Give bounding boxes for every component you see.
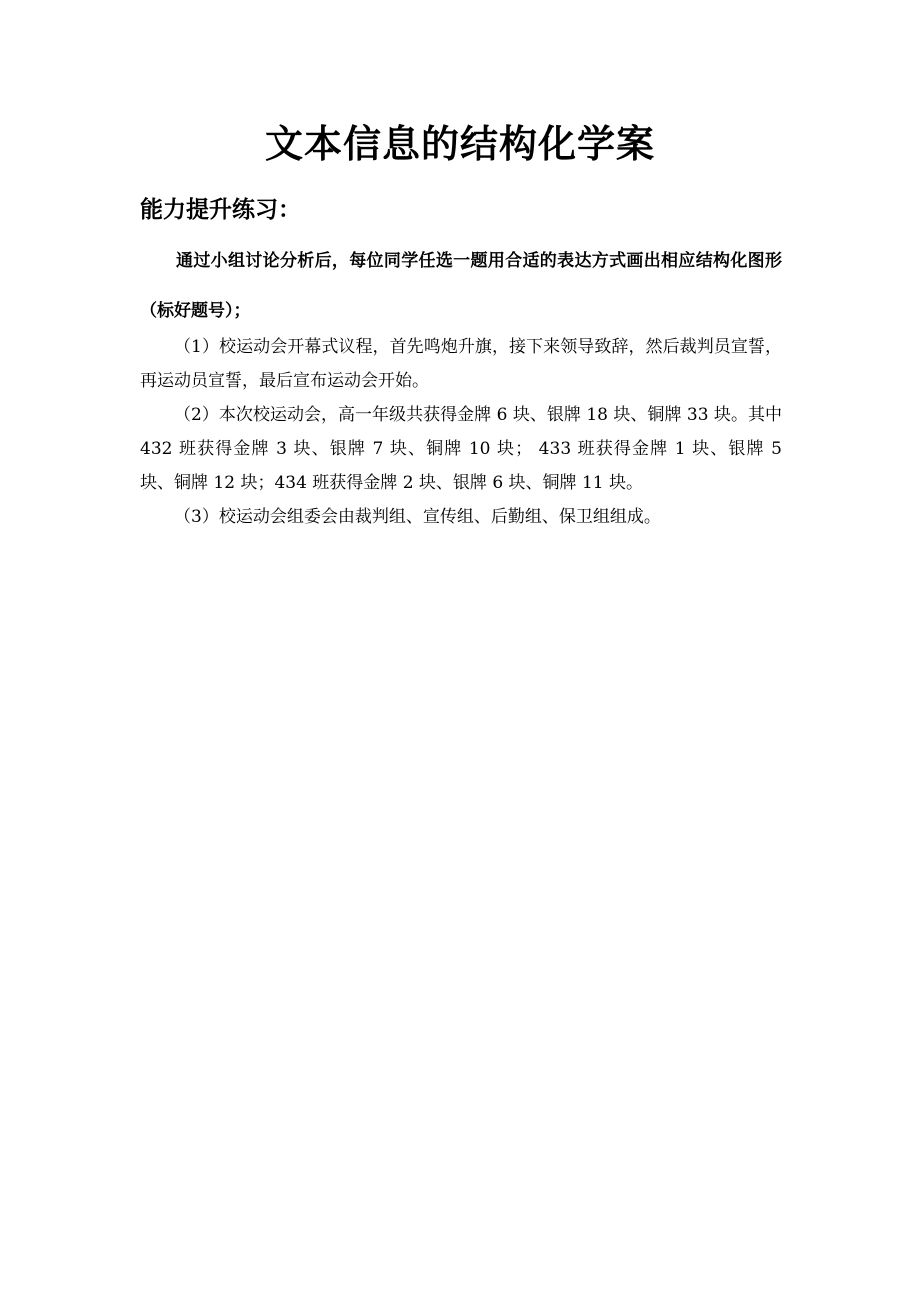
exercise-item-2: （2）本次校运动会，高一年级共获得金牌 6 块、银牌 18 块、铜牌 33 块。其中 432 班获得金牌 3 块、银牌 7 块、铜牌 10 块； 433 班获得金牌 1 块、银牌 5 块、铜牌 12 块；434 班获得金牌 2 块、银牌 6 块、铜牌 11 块。: [140, 405, 782, 493]
exercise-list: [140, 330, 782, 534]
exercise-item-1: （1）校运动会开幕式议程，首先鸣炮升旗，接下来领导致辞，然后裁判员宣誓，再运动员宣誓，最后宣布运动会开始。: [140, 337, 782, 391]
page-title: 文本信息的结构化学案: [264, 122, 655, 166]
instruction-text: 通过小组讨论分析后，每位同学任选一题用合适的表达方式画出相应结构化图形（标好题号）；: [140, 251, 782, 321]
exercise-item-3: （3）校运动会组委会由裁判组、宣传组、后勤组、保卫组组成。: [174, 507, 661, 527]
section-heading: 能力提升练习：: [140, 197, 301, 223]
